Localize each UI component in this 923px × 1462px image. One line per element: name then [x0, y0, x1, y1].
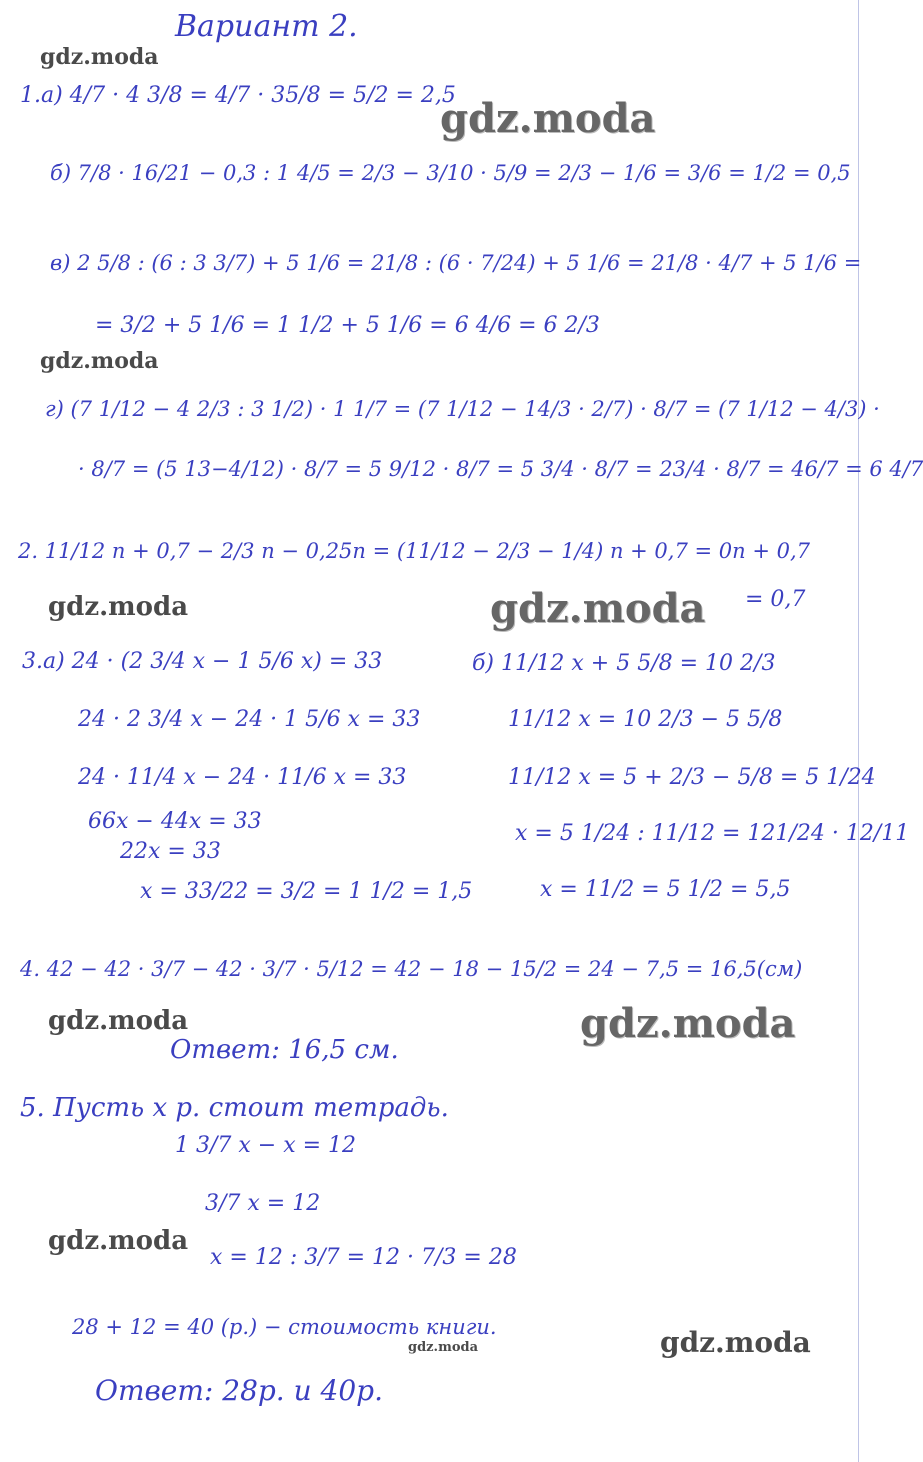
page-title: Вариант 2. — [175, 9, 358, 44]
watermark: gdz.moda — [408, 1340, 479, 1355]
watermark: gdz.moda — [48, 1006, 189, 1036]
watermark: gdz.moda — [490, 585, 706, 632]
problem-3a-line5: 22x = 33 — [120, 839, 221, 864]
problem-3a-line2: 24 · 2 3/4 x − 24 · 1 5/6 x = 33 — [78, 707, 421, 732]
problem-3b-line2: 11/12 x = 10 2/3 − 5 5/8 — [508, 707, 783, 732]
problem-5-line3: 3/7 x = 12 — [205, 1191, 321, 1216]
problem-3a-line6: x = 33/22 = 3/2 = 1 1/2 = 1,5 — [140, 879, 473, 904]
problem-1a: 1.а) 4/7 · 4 3/8 = 4/7 · 35/8 = 5/2 = 2,5 — [20, 83, 456, 108]
problem-3b-line1: б) 11/12 x + 5 5/8 = 10 2/3 — [472, 651, 776, 676]
watermark: gdz.moda — [660, 1326, 811, 1359]
watermark: gdz.moda — [40, 44, 159, 70]
problem-1g-line1: г) (7 1/12 − 4 2/3 : 3 1/2) · 1 1/7 = (7 1/12 − 14/3 · 2/7) · 8/7 = (7 1/12 − 4/3) · — [45, 397, 880, 421]
problem-3b-line4: x = 5 1/24 : 11/12 = 121/24 · 12/11 — [515, 821, 910, 846]
problem-3b-line3: 11/12 x = 5 + 2/3 − 5/8 = 5 1/24 — [508, 765, 876, 790]
watermark: gdz.moda — [48, 1226, 189, 1256]
problem-5-line5: 28 + 12 = 40 (р.) − стоимость книги. — [72, 1315, 497, 1339]
page-margin-line — [858, 0, 859, 1462]
problem-1v-line2: = 3/2 + 5 1/6 = 1 1/2 + 5 1/6 = 6 4/6 = 6 2/3 — [95, 313, 600, 338]
problem-1g-line2: · 8/7 = (5 13−4/12) · 8/7 = 5 9/12 · 8/7 = 5 3/4 · 8/7 = 23/4 · 8/7 = 46/7 = 6 4/7 — [78, 457, 923, 481]
problem-5-line4: x = 12 : 3/7 = 12 · 7/3 = 28 — [210, 1245, 517, 1270]
watermark: gdz.moda — [580, 1000, 796, 1047]
problem-1b: б) 7/8 · 16/21 − 0,3 : 1 4/5 = 2/3 − 3/10 · 5/9 = 2/3 − 1/6 = 3/6 = 1/2 = 0,5 — [50, 161, 851, 185]
problem-4-line1: 4. 42 − 42 · 3/7 − 42 · 3/7 · 5/12 = 42 − 18 − 15/2 = 24 − 7,5 = 16,5(см) — [20, 957, 803, 981]
problem-3a-line4: 66x − 44x = 33 — [88, 809, 262, 834]
watermark: gdz.moda — [440, 95, 656, 142]
problem-3a-line3: 24 · 11/4 x − 24 · 11/6 x = 33 — [78, 765, 407, 790]
watermark: gdz.moda — [48, 592, 189, 622]
problem-3a-line1: 3.а) 24 · (2 3/4 x − 1 5/6 x) = 33 — [22, 649, 383, 674]
problem-2-line1: 2. 11/12 n + 0,7 − 2/3 n − 0,25n = (11/12 − 2/3 − 1/4) n + 0,7 = 0n + 0,7 — [18, 539, 811, 563]
problem-5-line2: 1 3/7 x − x = 12 — [175, 1133, 357, 1158]
problem-2-line2: = 0,7 — [745, 587, 806, 612]
watermark: gdz.moda — [40, 348, 159, 374]
problem-4-answer: Ответ: 16,5 см. — [170, 1035, 399, 1065]
problem-3b-line5: x = 11/2 = 5 1/2 = 5,5 — [540, 877, 791, 902]
problem-1v-line1: в) 2 5/8 : (6 : 3 3/7) + 5 1/6 = 21/8 : (6 · 7/24) + 5 1/6 = 21/8 · 4/7 + 5 1/6 = — [50, 251, 862, 275]
problem-5-answer: Ответ: 28р. и 40р. — [95, 1374, 383, 1407]
problem-5-line1: 5. Пусть x р. стоит тетрадь. — [20, 1093, 449, 1123]
